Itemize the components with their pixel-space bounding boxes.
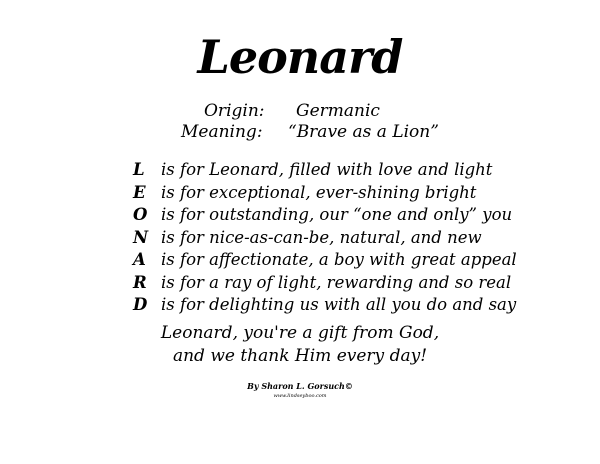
meaning-label: Meaning: — [181, 122, 263, 142]
acrostic-letter: E — [133, 182, 146, 202]
acrostic-text: is for delighting us with all you do and say — [161, 295, 517, 314]
acrostic-text: is for nice-as-can-be, natural, and new — [161, 227, 482, 247]
acrostic-letter: O — [133, 205, 148, 224]
origin-row — [0, 101, 600, 123]
author-credit: By Sharon L. Gorsuch© — [247, 381, 353, 391]
acrostic-letter: R — [133, 272, 147, 292]
website-url[interactable]: www.lindseyboo.com — [273, 393, 327, 399]
acrostic-text: is for outstanding, our “one and only” you — [161, 205, 513, 224]
origin-value: Germanic — [296, 101, 380, 121]
meaning-value: “Brave as a Lion” — [288, 122, 439, 142]
acrostic-letter: A — [133, 250, 146, 269]
acrostic-text: is for affectionate, a boy with great appeal — [161, 250, 517, 269]
acrostic-text: is for Leonard, filled with love and light — [161, 160, 493, 179]
acrostic-letter: L — [133, 160, 145, 179]
closing-line-2: and we thank Him every day! — [172, 346, 428, 366]
acrostic-letter: N — [133, 227, 149, 247]
acrostic-text: is for exceptional, ever-shining bright — [161, 182, 477, 202]
acrostic-letter: D — [133, 295, 148, 314]
meaning-row — [0, 122, 600, 144]
acrostic-text: is for a ray of light, rewarding and so real — [161, 272, 512, 292]
origin-label: Origin: — [204, 101, 265, 121]
name-title: Leonard — [197, 30, 403, 84]
closing-line-1: Leonard, you're a gift from God, — [160, 323, 440, 343]
